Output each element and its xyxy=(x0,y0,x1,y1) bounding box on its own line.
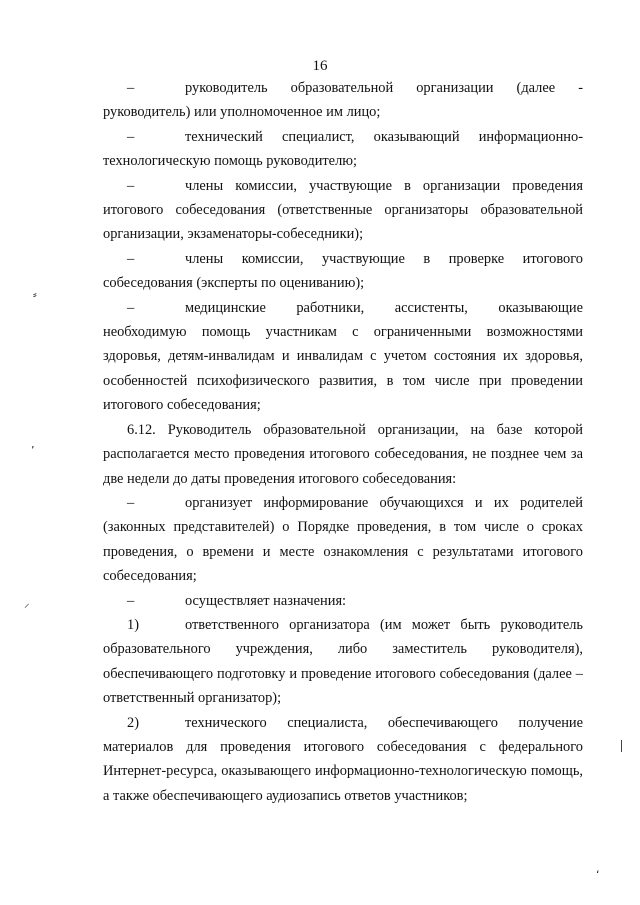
document-body xyxy=(103,76,583,808)
list-item-text: члены комиссии, участвующие в организации проведения итогового собеседования (ответственные организаторы образовательной организации, экзаменаторы-собеседники); xyxy=(103,177,583,243)
list-item-text: технический специалист, оказывающий информационно-технологическую помощь руководителю; xyxy=(103,128,583,170)
item-number: 1) xyxy=(127,616,139,633)
scan-speck: ʻ xyxy=(596,868,600,881)
scan-speck: ⸝ xyxy=(24,597,30,610)
numbered-item-text: технического специалиста, обеспечивающего получение материалов для проведения итогового собеседования с федерального Интернет-ресурса, оказывающего информационно-технологическую помощь, а также обеспечивающего аудиозапись ответов участников; xyxy=(103,714,583,804)
list-item xyxy=(103,491,583,589)
scan-line xyxy=(621,740,622,752)
list-item-text: организует информирование обучающихся и их родителей (законных представителей) о Порядке проведения, в том числе о сроках проведения, о времени и месте ознакомления с результатами итогового собеседования; xyxy=(103,494,583,585)
numbered-item-text: ответственного организатора (им может быть руководитель образовательного учреждения, либо заместитель руководителя), обеспечивающего подготовку и проведение итогового собеседования (далее – ответственный организатор); xyxy=(103,616,583,707)
paragraph-text: 6.12. Руководитель образовательной организации, на базе которой располагается место проведения итогового собеседования, не позднее чем за две недели до даты проведения итогового собеседования: xyxy=(103,421,583,487)
scan-speck: ⸗ xyxy=(33,288,37,301)
list-item xyxy=(103,76,583,125)
list-item xyxy=(103,589,583,613)
list-item xyxy=(103,247,583,296)
numbered-item xyxy=(103,613,583,711)
list-item xyxy=(103,174,583,247)
list-marker: – xyxy=(127,494,135,511)
list-marker: – xyxy=(127,80,135,96)
list-item xyxy=(103,125,583,174)
list-item xyxy=(103,296,583,418)
page-number: 16 xyxy=(312,58,328,74)
list-item-text: медицинские работники, ассистенты, оказывающие необходимую помощь участникам с ограниченными возможностями здоровья, детям-инвалидам и инвалидам с учетом состояния их здоровья, особенностей психофизического развития, в том числе при проведении итогового собеседования; xyxy=(103,299,583,414)
list-marker: – xyxy=(127,592,135,609)
list-marker: – xyxy=(127,299,135,316)
list-item-text: члены комиссии, участвующие в проверке итогового собеседования (эксперты по оцениванию); xyxy=(103,250,583,292)
list-item-text: руководитель образовательной организации (далее - руководитель) или уполномоченное им лицо; xyxy=(103,80,583,121)
list-marker: – xyxy=(127,177,135,194)
scan-speck: ʼ xyxy=(31,444,35,457)
list-item-text: осуществляет назначения: xyxy=(185,592,347,609)
section-paragraph xyxy=(103,418,583,491)
numbered-item xyxy=(103,711,583,809)
item-number: 2) xyxy=(127,714,139,731)
list-marker: – xyxy=(127,250,135,267)
list-marker: – xyxy=(127,128,135,145)
